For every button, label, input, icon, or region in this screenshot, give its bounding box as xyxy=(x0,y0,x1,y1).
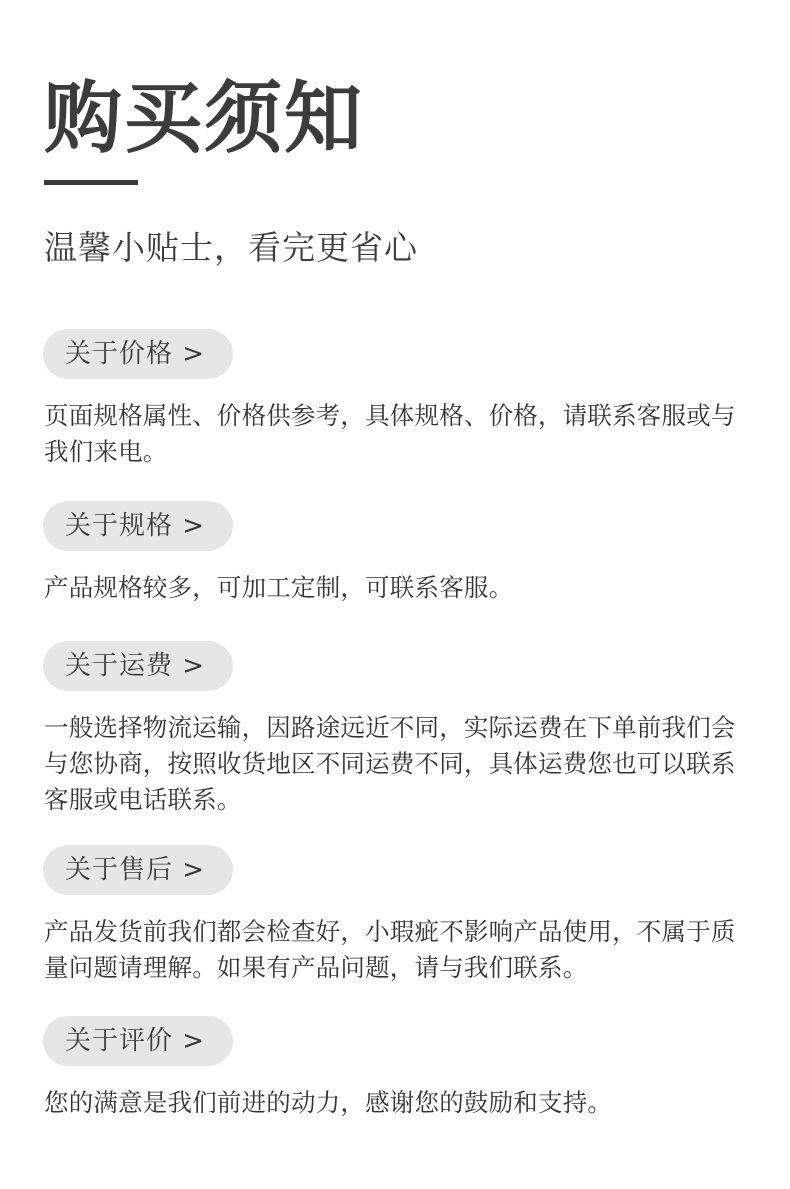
page-subtitle: 温馨小贴士，看完更省心 xyxy=(44,228,418,267)
title-underline xyxy=(44,180,138,185)
page-title: 购买须知 xyxy=(44,74,365,164)
section-heading-label: 关于评价 > xyxy=(65,1026,206,1056)
section-heading-label: 关于运费 > xyxy=(65,651,206,681)
section-heading-after-sales xyxy=(43,845,233,895)
section-body-reviews: 您的满意是我们前进的动力，感谢您的鼓励和支持。 xyxy=(44,1088,613,1117)
section-body-specs: 产品规格较多，可加工定制，可联系客服。 xyxy=(44,573,514,602)
section-heading-label: 关于规格 > xyxy=(65,511,206,541)
section-heading-reviews xyxy=(43,1016,233,1066)
section-heading-label: 关于售后 > xyxy=(65,855,206,885)
section-heading-specs xyxy=(43,501,233,551)
section-body-price: 页面规格属性、价格供参考，具体规格、价格，请联系客服或与我们来电。 xyxy=(44,401,736,466)
section-body-shipping: 一般选择物流运输，因路途远近不同，实际运费在下单前我们会与您协商，按照收货地区不同运费不同，具体运费您也可以联系客服或电话联系。 xyxy=(44,713,736,814)
section-heading-label: 关于价格 > xyxy=(65,339,206,369)
section-heading-price xyxy=(43,329,233,379)
section-body-after-sales: 产品发货前我们都会检查好，小瑕疵不影响产品使用，不属于质量问题请理解。如果有产品问题，请与我们联系。 xyxy=(44,917,736,982)
section-heading-shipping xyxy=(43,641,233,691)
